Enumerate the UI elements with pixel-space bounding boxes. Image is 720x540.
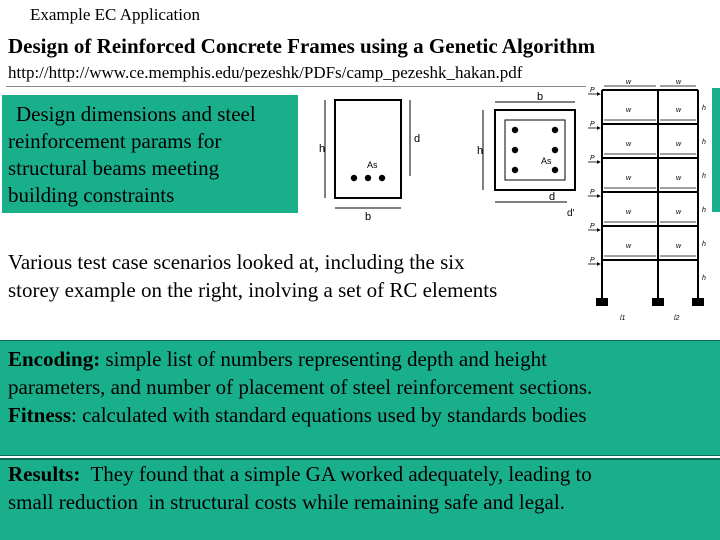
col-h-label: h <box>477 145 484 157</box>
fitness-label: Fitness <box>8 403 71 427</box>
beam-as-label: As <box>367 160 378 170</box>
rebar <box>365 175 371 181</box>
frame-w-label: w <box>626 175 632 182</box>
frame-h-label: h <box>702 275 706 282</box>
design-line-2: reinforcement params for <box>8 129 222 153</box>
design-line-1: Design dimensions and steel <box>16 102 256 126</box>
rebar <box>512 127 518 133</box>
frame-h-label: h <box>702 207 706 214</box>
encoding-text-1: simple list of numbers representing depth and height <box>100 347 547 371</box>
rebar <box>351 175 357 181</box>
design-line-3: structural beams meeting <box>8 156 220 180</box>
results-box <box>0 458 720 540</box>
decorative-strip <box>712 88 720 212</box>
frame-p-label: P <box>590 257 595 264</box>
rebar <box>552 147 558 153</box>
section-diagrams <box>305 92 595 224</box>
frame-w-label: w <box>676 243 682 250</box>
frame-w-label: w <box>676 80 682 86</box>
frame-h-label: h <box>702 173 706 180</box>
rebar <box>379 175 385 181</box>
col-b-label: b <box>537 92 544 103</box>
frame-w-label: w <box>626 107 632 114</box>
encoding-label: Encoding: <box>8 347 101 371</box>
frame-w-label: w <box>626 80 632 86</box>
col-d-label: d <box>549 191 556 203</box>
encoding-line-1 <box>8 345 720 373</box>
beam-d-label: d <box>414 133 421 145</box>
frame-w-label: w <box>676 141 682 148</box>
results-text-1: They found that a simple GA worked adequately, leading to <box>80 462 592 486</box>
results-line-1 <box>8 460 720 488</box>
test-cases-text <box>0 244 580 308</box>
col-as-label: As <box>541 156 552 166</box>
frame-l1-label: l1 <box>620 315 626 322</box>
frame-w-label: w <box>626 243 632 250</box>
encoding-fitness-box <box>0 340 720 456</box>
frame-w-label: w <box>676 107 682 114</box>
header-title: Example EC Application <box>30 5 200 24</box>
results-label: Results: <box>8 462 81 486</box>
frame-p-label: P <box>590 223 595 230</box>
design-line-4: building constraints <box>8 183 175 207</box>
frame-support <box>596 298 608 306</box>
frame-support <box>692 298 704 306</box>
beam-b-label: b <box>365 211 372 223</box>
rebar <box>552 167 558 173</box>
rebar <box>512 147 518 153</box>
various-line-1: Various test case scenarios looked at, including the six <box>8 250 465 274</box>
design-summary-box <box>2 95 298 213</box>
frame-p-label: P <box>590 155 595 162</box>
rebar <box>512 167 518 173</box>
beam-h-label: h <box>319 143 326 155</box>
col-dprime-label: d' <box>567 208 575 219</box>
divider <box>6 86 586 87</box>
column-section-diagram <box>477 92 575 219</box>
frame-w-label: w <box>676 175 682 182</box>
rebar <box>552 127 558 133</box>
frame-diagram <box>588 80 712 328</box>
frame-support <box>652 298 664 306</box>
source-url[interactable]: http://http://www.ce.memphis.edu/pezeshk/PDFs/camp_pezeshk_hakan.pdf <box>8 63 523 82</box>
fitness-text: : calculated with standard equations used by standards bodies <box>71 403 587 427</box>
frame-h-label: h <box>702 241 706 248</box>
frame-p-label: P <box>590 121 595 128</box>
encoding-text-2: parameters, and number of placement of steel reinforcement sections. <box>8 375 593 399</box>
frame-p-label: P <box>590 87 595 94</box>
various-line-2: storey example on the right, inolving a set of RC elements <box>8 278 498 302</box>
frame-h-label: h <box>702 105 706 112</box>
frame-p-label: P <box>590 189 595 196</box>
frame-w-label: w <box>626 209 632 216</box>
frame-w-label: w <box>626 141 632 148</box>
frame-h-label: h <box>702 139 706 146</box>
frame-l2-label: l2 <box>674 315 680 322</box>
frame-w-label: w <box>676 209 682 216</box>
results-text-2: small reduction in structural costs while remaining safe and legal. <box>8 490 565 514</box>
fitness-line <box>8 401 720 429</box>
beam-section-diagram <box>319 100 420 223</box>
slide-title: Design of Reinforced Concrete Frames using a Genetic Algorithm <box>8 34 596 58</box>
